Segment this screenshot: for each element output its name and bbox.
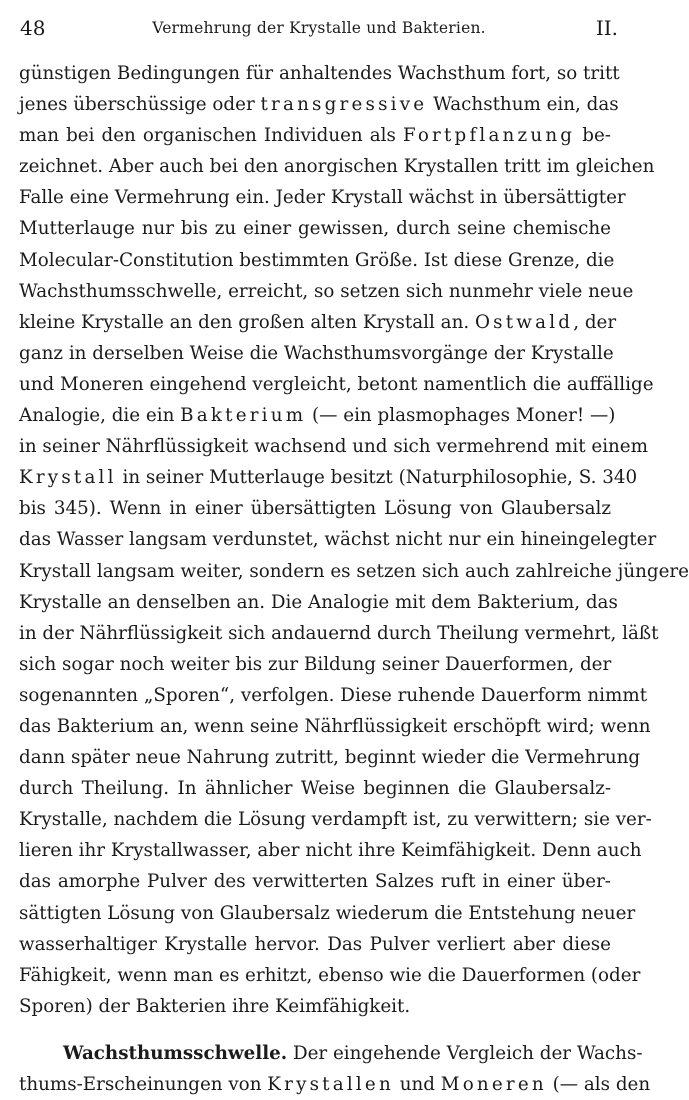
text-run: Analogie, die ein bbox=[19, 405, 181, 427]
text-run: , der bbox=[573, 311, 617, 333]
section-number: II. bbox=[595, 16, 618, 40]
text-run: und bbox=[393, 1074, 441, 1095]
text-line bbox=[19, 556, 689, 587]
text-line bbox=[19, 58, 620, 89]
text-line bbox=[19, 991, 611, 1022]
text-run: bis 345). Wenn in einer übersättigten Lösung von Glaubersalz bbox=[19, 498, 611, 520]
text-line bbox=[19, 1069, 651, 1100]
text-run: Krystall langsam weiter, sondern es setzen sich auch zahlreiche jüngere bbox=[19, 560, 689, 582]
text-run: (— ein plasmophages Moner! —) bbox=[306, 405, 616, 427]
text-run: durch Theilung. In ähnlicher Weise beginnen die Glaubersalz- bbox=[19, 778, 611, 800]
running-title: Vermehrung der Krystalle und Bakterien. bbox=[152, 19, 486, 37]
text-run: (— als den bbox=[546, 1074, 651, 1095]
text-line bbox=[19, 804, 652, 835]
text-line bbox=[19, 929, 611, 960]
text-line bbox=[19, 245, 615, 276]
spaced-emphasis: Moneren bbox=[440, 1074, 547, 1095]
page-header bbox=[20, 10, 618, 44]
text-run: Der eingehende Vergleich der Wachs- bbox=[287, 1042, 643, 1064]
text-run: das amorphe Pulver des verwitterten Salzes ruft in einer über- bbox=[19, 871, 611, 893]
page-number: 48 bbox=[20, 16, 46, 40]
text-line bbox=[19, 151, 655, 182]
text-run: kleine Krystalle an den großen alten Krystall an. bbox=[19, 311, 475, 333]
text-line bbox=[19, 773, 611, 804]
text-line bbox=[19, 649, 611, 680]
text-line bbox=[19, 524, 657, 555]
text-line bbox=[19, 898, 636, 929]
text-line bbox=[19, 835, 642, 866]
text-run: sogenannten „Sporen“, verfolgen. Diese ruhende Dauerform nimmt bbox=[19, 684, 648, 706]
text-run: in der Nährflüssigkeit sich andauernd durch Theilung vermehrt, läßt bbox=[19, 622, 659, 644]
text-line bbox=[19, 493, 611, 524]
text-run: man bei den organischen Individuen als bbox=[19, 125, 403, 147]
text-line bbox=[19, 213, 611, 244]
text-run: Wachsthumsschwelle, erreicht, so setzen sich nunmehr viele neue bbox=[19, 280, 634, 302]
text-line bbox=[19, 431, 648, 462]
text-line bbox=[19, 587, 618, 618]
spaced-emphasis: Ostwald bbox=[474, 311, 574, 333]
text-line bbox=[19, 680, 648, 711]
text-run: Sporen) der Bakterien ihre Keimfähigkeit. bbox=[19, 995, 411, 1017]
text-line bbox=[19, 1038, 643, 1069]
text-line bbox=[19, 307, 617, 338]
text-run: das Bakterium an, wenn seine Nährflüssigkeit erschöpft wird; wenn bbox=[19, 715, 651, 737]
text-run: zeichnet. Aber auch bei den anorgischen Krystallen tritt im gleichen bbox=[19, 156, 655, 178]
text-run: thums-Erscheinungen von bbox=[19, 1074, 268, 1095]
text-line bbox=[19, 400, 616, 431]
text-line bbox=[19, 338, 614, 369]
text-run: ganz in derselben Weise die Wachsthumsvorgänge der Krystalle bbox=[19, 342, 614, 364]
text-line bbox=[19, 618, 659, 649]
text-run: Mutterlauge nur bis zu einer gewissen, durch seine chemische bbox=[19, 218, 611, 240]
text-line bbox=[19, 89, 619, 120]
text-run: dann später neue Nahrung zutritt, beginnt wieder die Vermehrung bbox=[19, 747, 641, 769]
text-run: sich sogar noch weiter bis zur Bildung seiner Dauerformen, der bbox=[19, 653, 612, 675]
text-run: in seiner Mutterlauge besitzt (Naturphilosophie, S. 340 bbox=[116, 467, 638, 489]
spaced-emphasis: Fortpflanzung bbox=[402, 125, 576, 147]
body-text bbox=[19, 58, 689, 1100]
text-line bbox=[19, 182, 626, 213]
text-run: das Wasser langsam verdunstet, wächst nicht nur ein hineingelegter bbox=[19, 529, 657, 551]
text-run: Falle eine Vermehrung ein. Jeder Krystall wächst in übersättigter bbox=[19, 187, 626, 209]
text-run: lieren ihr Krystallwasser, aber nicht ihre Keimfähigkeit. Denn auch bbox=[19, 840, 642, 862]
spaced-emphasis: Krystall bbox=[19, 467, 117, 489]
text-line bbox=[19, 276, 634, 307]
text-run: und Moneren eingehend vergleicht, betont namentlich die auffällige bbox=[19, 373, 654, 395]
text-run: in seiner Nährflüssigkeit wachsend und sich vermehrend mit einem bbox=[19, 436, 648, 458]
text-line bbox=[19, 866, 611, 897]
text-run: jenes überschüssige oder bbox=[19, 94, 261, 116]
text-line bbox=[19, 742, 641, 773]
bold-heading: Wachsthumsschwelle. bbox=[63, 1042, 288, 1064]
text-run: Krystalle, nachdem die Lösung verdampft ist, zu verwittern; sie ver- bbox=[19, 809, 652, 831]
text-line bbox=[19, 711, 651, 742]
text-run: Wachsthum ein, das bbox=[427, 94, 619, 116]
text-line bbox=[19, 960, 641, 991]
text-run: günstigen Bedingungen für anhaltendes Wachsthum fort, so tritt bbox=[19, 63, 620, 84]
text-run: Krystalle an denselben an. Die Analogie mit dem Bakterium, das bbox=[19, 591, 618, 613]
paragraph-gap bbox=[19, 1022, 611, 1038]
text-run: be- bbox=[575, 125, 611, 147]
text-line bbox=[19, 462, 638, 493]
spaced-emphasis: transgressive bbox=[260, 94, 428, 116]
text-run: Fähigkeit, wenn man es erhitzt, ebenso wie die Dauerformen (oder bbox=[19, 964, 641, 986]
text-line bbox=[19, 369, 654, 400]
text-run: Molecular-Constitution bestimmten Größe. Ist diese Grenze, die bbox=[19, 249, 615, 271]
text-run: sättigten Lösung von Glaubersalz wiederum die Entstehung neuer bbox=[19, 902, 636, 924]
text-line bbox=[19, 120, 611, 151]
spaced-emphasis: Bakterium bbox=[180, 405, 307, 427]
spaced-emphasis: Krystallen bbox=[267, 1074, 394, 1095]
text-run: wasserhaltiger Krystalle hervor. Das Pulver verliert aber diese bbox=[19, 933, 611, 955]
